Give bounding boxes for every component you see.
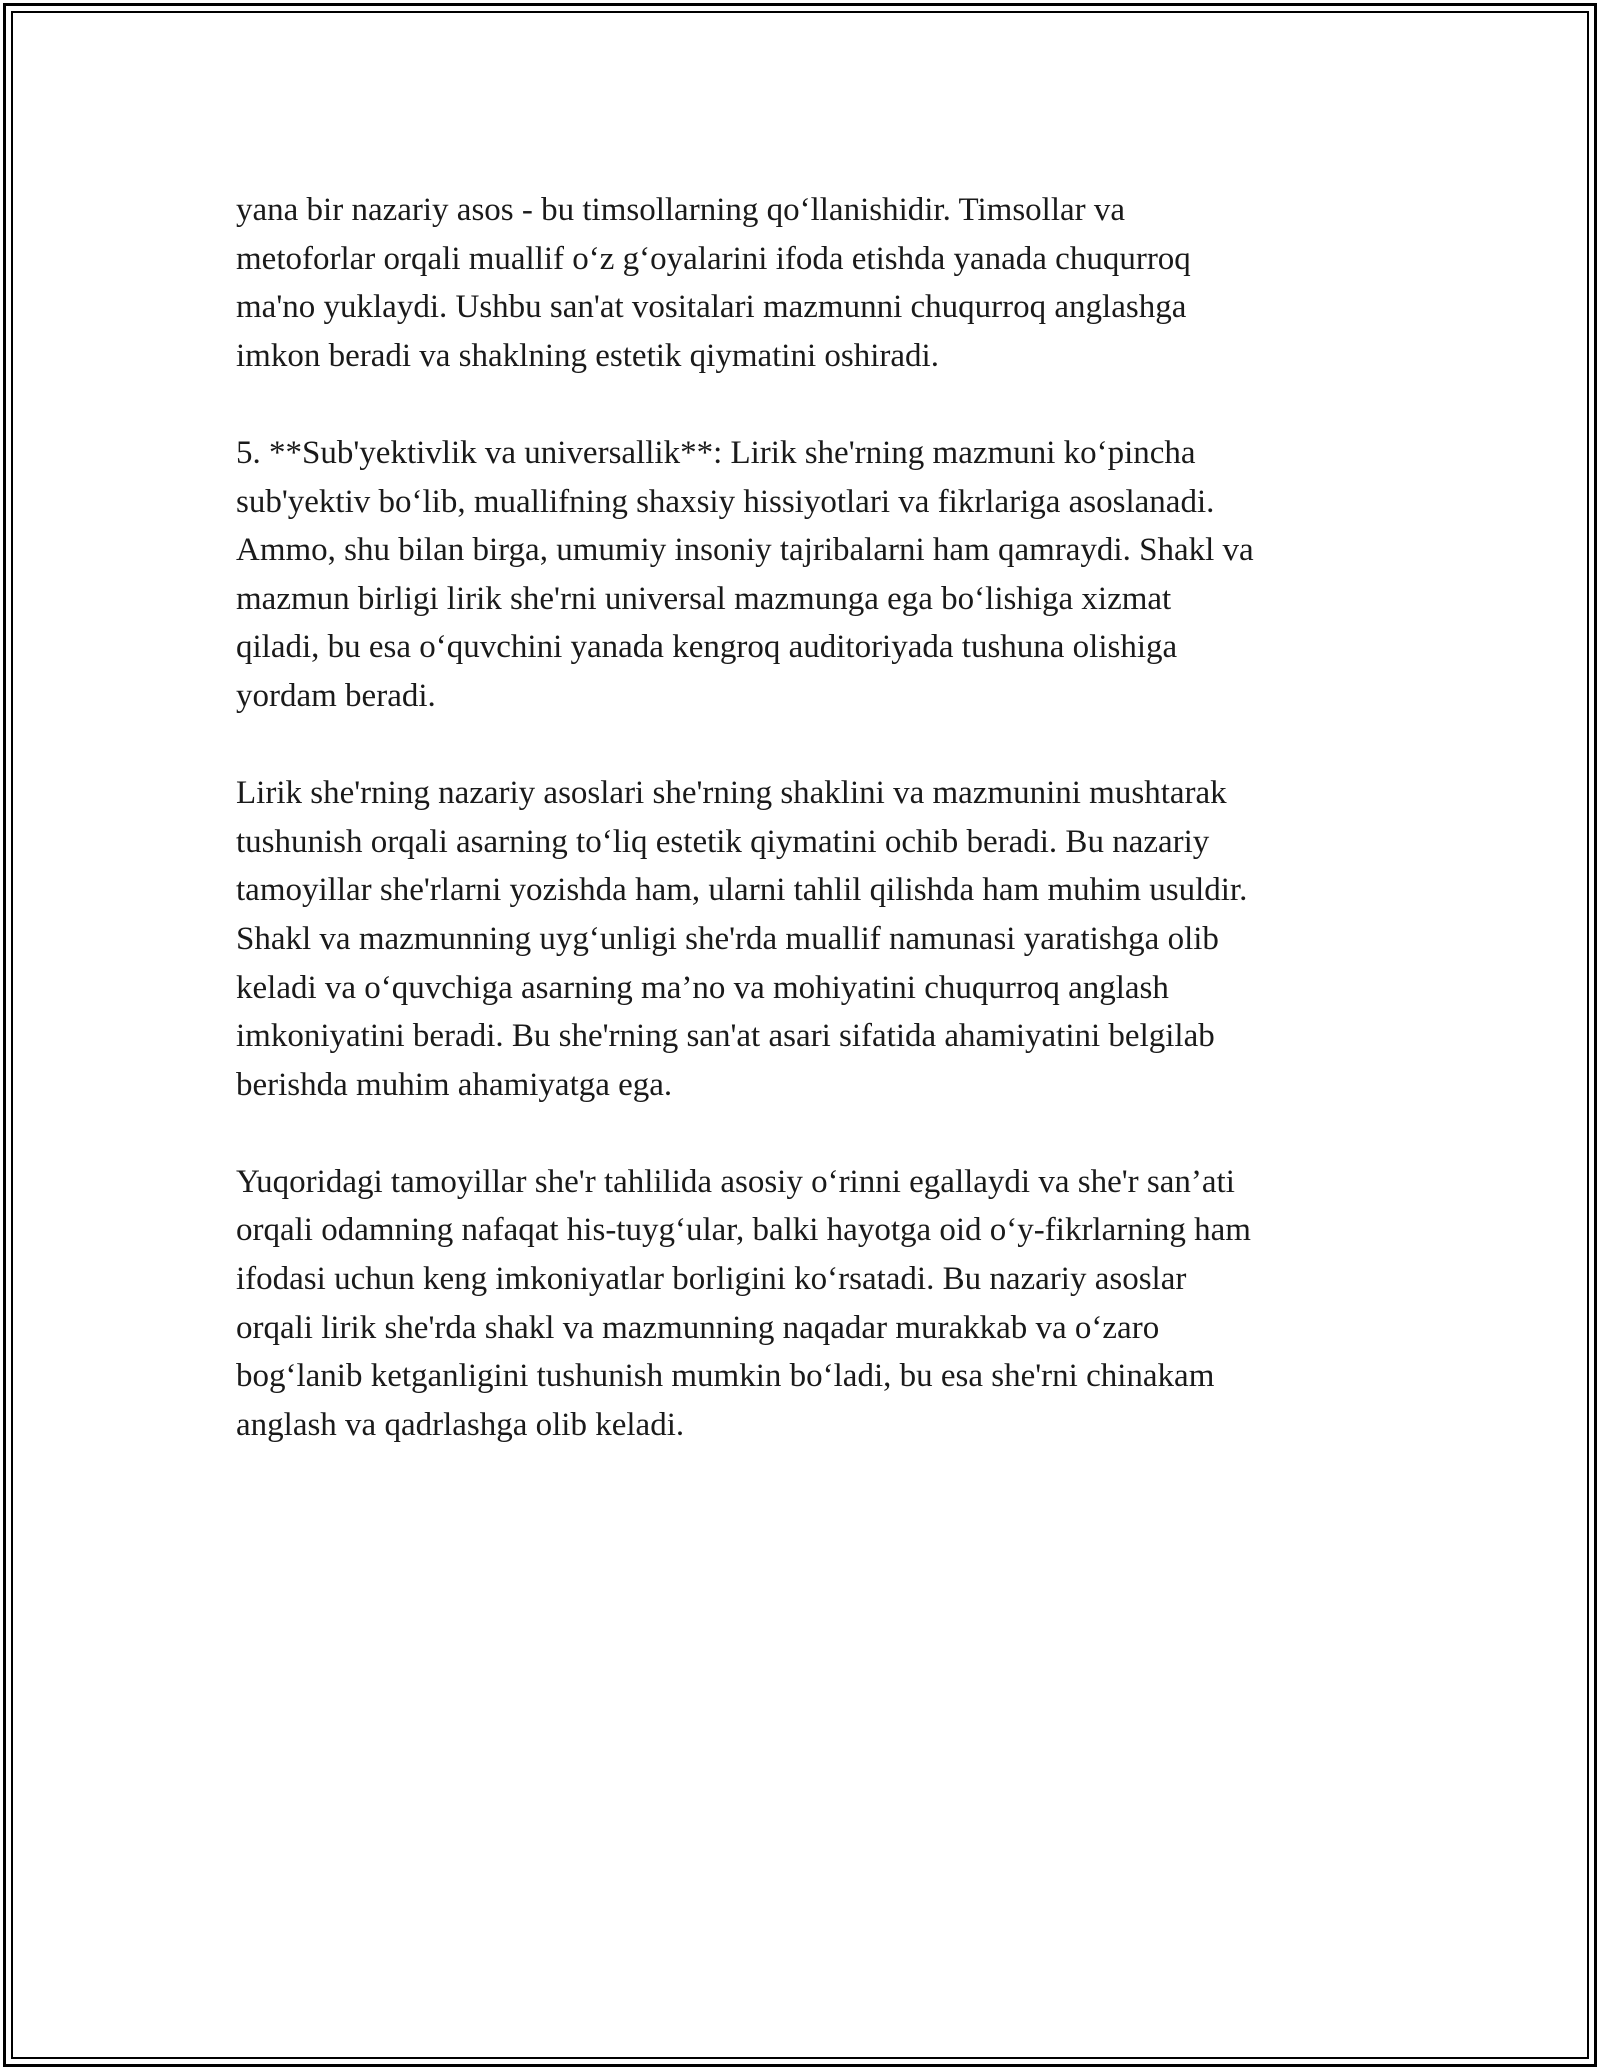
paragraph-nazariy-asoslar: Lirik she'rning nazariy asoslari she'rning shaklini va mazmunini mushtarak tushunish orqali asarning to‘liq estetik qiymatini ochib beradi. Bu nazariy tamoyillar she'rlarni yozishda ham, ularni tahlil qilishda ham muhim usuldir. Shakl va mazmunning uyg‘unligi she'rda muallif namunasi yaratishga olib keladi va o‘quvchiga asarning ma’no va mohiyatini chuqurroq anglash imkoniyatini beradi. Bu she'rning san'at asari sifatida ahamiyatini belgilab berishda muhim ahamiyatga ega. xyxy=(236,775,1248,1103)
paragraph-yuqoridagi-tamoyillar: Yuqoridagi tamoyillar she'r tahlilida asosiy o‘rinni egallaydi va she'r san’ati orqali odamning nafaqat his-tuyg‘ular, balki hayotga oid o‘y-fikrlarning ham ifodasi uchun keng imkoniyatlar borligini ko‘rsatadi. Bu nazariy asoslar orqali lirik she'rda shakl va mazmunning naqadar murakkab va o‘zaro bog‘lanib ketganligini tushunish mumkin bo‘ladi, bu esa she'rni chinakam anglash va qadrlashga olib keladi. xyxy=(236,1163,1251,1443)
document-body xyxy=(236,186,1386,1498)
paragraph-subyektivlik: 5. **Sub'yektivlik va universallik**: Lirik she'rning mazmuni ko‘pincha sub'yektiv bo‘lib, muallifning shaxsiy hissiyotlari va fikrlariga asoslanadi. Ammo, shu bilan birga, umumiy insoniy tajribalarni ham qamraydi. Shakl va mazmun birligi lirik she'rni universal mazmunga ega bo‘lishiga xizmat qiladi, bu esa o‘quvchini yanada kengroq auditoriyada tushuna olishiga yordam beradi. xyxy=(236,434,1254,714)
paragraph-timsollar: yana bir nazariy asos - bu timsollarning qo‘llanishidir. Timsollar va metoforlar orqali muallif o‘z g‘oyalarini ifoda etishda yanada chuqurroq ma'no yuklaydi. Ushbu san'at vositalari mazmunni chuqurroq anglashga imkon beradi va shaklning estetik qiymatini oshiradi. xyxy=(236,192,1191,374)
